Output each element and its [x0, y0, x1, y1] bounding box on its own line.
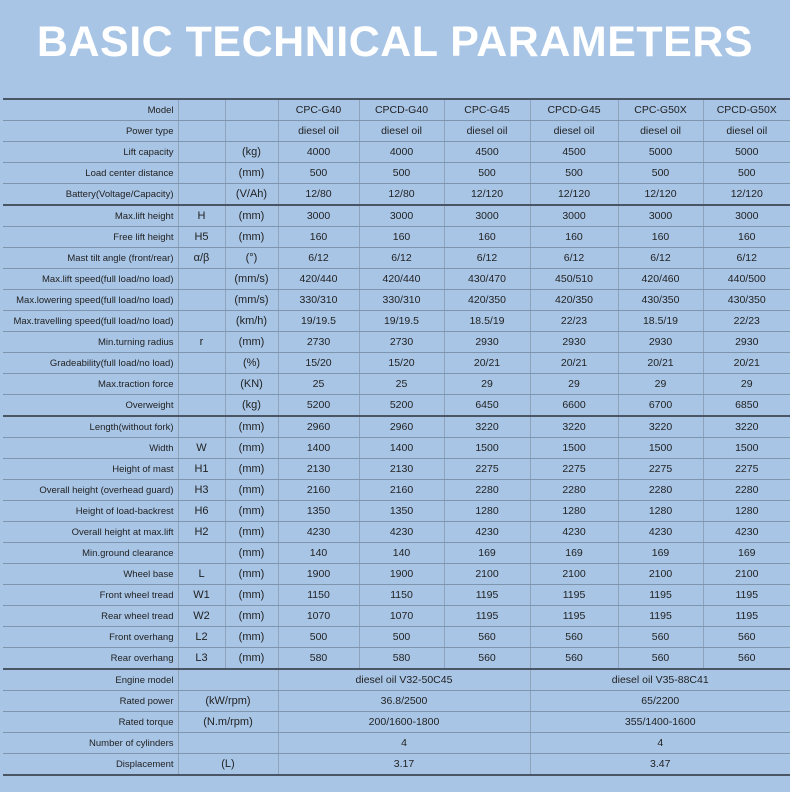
cell-value: 4500: [530, 142, 618, 163]
row-unit: [178, 669, 278, 691]
cell-value: 1280: [444, 501, 530, 522]
table-row: [3, 227, 790, 248]
cell-value: 2100: [444, 564, 530, 585]
header-row: [3, 99, 790, 121]
row-symbol: [178, 543, 225, 564]
table-row: [3, 332, 790, 353]
cell-value: 15/20: [278, 353, 359, 374]
cell-value: 430/350: [618, 290, 703, 311]
row-symbol: [178, 163, 225, 184]
cell-value: 1150: [278, 585, 359, 606]
cell-value: 19/19.5: [278, 311, 359, 332]
row-unit: (°): [225, 248, 278, 269]
cell-value: 4230: [703, 522, 790, 543]
row-unit: (mm): [225, 332, 278, 353]
cell-value: 420/440: [278, 269, 359, 290]
row-label: Front overhang: [3, 627, 178, 648]
row-symbol: H3: [178, 480, 225, 501]
cell-value: 560: [530, 648, 618, 670]
row-unit: [225, 121, 278, 142]
row-label: Mast tilt angle (front/rear): [3, 248, 178, 269]
column-header: [178, 99, 225, 121]
row-label: Displacement: [3, 754, 178, 776]
table-row: [3, 585, 790, 606]
row-symbol: [178, 311, 225, 332]
row-symbol: α/β: [178, 248, 225, 269]
cell-value: 500: [444, 163, 530, 184]
engine-value-g45-g50: 4: [530, 733, 790, 754]
table-row: [3, 142, 790, 163]
row-unit: (km/h): [225, 311, 278, 332]
cell-value: 12/80: [359, 184, 444, 206]
cell-value: 2275: [618, 459, 703, 480]
engine-row: [3, 669, 790, 691]
table-row: [3, 416, 790, 438]
cell-value: 6850: [703, 395, 790, 417]
cell-value: 2960: [278, 416, 359, 438]
cell-value: 12/120: [530, 184, 618, 206]
row-unit: (V/Ah): [225, 184, 278, 206]
cell-value: 4230: [530, 522, 618, 543]
row-unit: (mm): [225, 648, 278, 670]
cell-value: 500: [278, 627, 359, 648]
cell-value: 6/12: [278, 248, 359, 269]
cell-value: 330/310: [278, 290, 359, 311]
row-symbol: H2: [178, 522, 225, 543]
row-symbol: H6: [178, 501, 225, 522]
parameters-table: [3, 98, 790, 776]
cell-value: 3220: [530, 416, 618, 438]
row-symbol: H5: [178, 227, 225, 248]
cell-value: 3000: [278, 205, 359, 227]
column-header: CPCD-G40: [359, 99, 444, 121]
cell-value: 1195: [530, 606, 618, 627]
engine-value-g45-g50: 3.47: [530, 754, 790, 776]
cell-value: 1500: [444, 438, 530, 459]
row-label: Engine model: [3, 669, 178, 691]
cell-value: 500: [278, 163, 359, 184]
table-row: [3, 269, 790, 290]
row-unit: (kg): [225, 395, 278, 417]
row-unit: (KN): [225, 374, 278, 395]
engine-row: [3, 712, 790, 733]
row-label: Max.travelling speed(full load/no load): [3, 311, 178, 332]
row-unit: (mm): [225, 585, 278, 606]
column-header: CPC-G45: [444, 99, 530, 121]
cell-value: 5000: [703, 142, 790, 163]
cell-value: 3000: [359, 205, 444, 227]
cell-value: 1070: [278, 606, 359, 627]
cell-value: 160: [278, 227, 359, 248]
table-row: [3, 501, 790, 522]
table-row: [3, 480, 790, 501]
cell-value: 1500: [530, 438, 618, 459]
cell-value: 2130: [278, 459, 359, 480]
cell-value: 430/470: [444, 269, 530, 290]
cell-value: 12/120: [703, 184, 790, 206]
row-unit: [178, 733, 278, 754]
table-row: [3, 522, 790, 543]
cell-value: 6600: [530, 395, 618, 417]
row-unit: (kg): [225, 142, 278, 163]
row-symbol: L2: [178, 627, 225, 648]
engine-value-g40: 4: [278, 733, 530, 754]
row-label: Rear overhang: [3, 648, 178, 670]
cell-value: 1900: [278, 564, 359, 585]
cell-value: 2730: [278, 332, 359, 353]
row-label: Rated power: [3, 691, 178, 712]
cell-value: 500: [530, 163, 618, 184]
table-row: [3, 311, 790, 332]
table-row: [3, 184, 790, 206]
cell-value: 1280: [530, 501, 618, 522]
cell-value: 2280: [444, 480, 530, 501]
cell-value: 140: [278, 543, 359, 564]
cell-value: diesel oil: [278, 121, 359, 142]
row-symbol: W1: [178, 585, 225, 606]
engine-value-g45-g50: 355/1400-1600: [530, 712, 790, 733]
engine-row: [3, 691, 790, 712]
cell-value: 2275: [444, 459, 530, 480]
cell-value: 1500: [618, 438, 703, 459]
row-unit: (mm/s): [225, 269, 278, 290]
cell-value: 2130: [359, 459, 444, 480]
cell-value: 420/460: [618, 269, 703, 290]
row-label: Load center distance: [3, 163, 178, 184]
table-row: [3, 248, 790, 269]
cell-value: 450/510: [530, 269, 618, 290]
row-label: Min.ground clearance: [3, 543, 178, 564]
row-label: Max.lowering speed(full load/no load): [3, 290, 178, 311]
row-unit: (mm/s): [225, 290, 278, 311]
row-label: Front wheel tread: [3, 585, 178, 606]
row-symbol: [178, 142, 225, 163]
cell-value: 4000: [359, 142, 444, 163]
row-symbol: L3: [178, 648, 225, 670]
cell-value: 22/23: [530, 311, 618, 332]
cell-value: 560: [444, 627, 530, 648]
row-label: Max.lift speed(full load/no load): [3, 269, 178, 290]
row-unit: (mm): [225, 227, 278, 248]
row-unit: (%): [225, 353, 278, 374]
column-header: CPCD-G45: [530, 99, 618, 121]
cell-value: 500: [359, 627, 444, 648]
cell-value: 160: [359, 227, 444, 248]
table-row: [3, 374, 790, 395]
cell-value: 19/19.5: [359, 311, 444, 332]
row-label: Min.turning radius: [3, 332, 178, 353]
table-row: [3, 627, 790, 648]
row-unit: (L): [178, 754, 278, 776]
column-header: CPC-G50X: [618, 99, 703, 121]
cell-value: 580: [278, 648, 359, 670]
column-header: [225, 99, 278, 121]
cell-value: 25: [278, 374, 359, 395]
engine-row: [3, 733, 790, 754]
row-symbol: [178, 290, 225, 311]
cell-value: 420/350: [444, 290, 530, 311]
row-symbol: H: [178, 205, 225, 227]
cell-value: 1195: [618, 585, 703, 606]
table-row: [3, 290, 790, 311]
cell-value: 1900: [359, 564, 444, 585]
cell-value: 1195: [444, 606, 530, 627]
cell-value: 560: [444, 648, 530, 670]
row-label: Length(without fork): [3, 416, 178, 438]
row-unit: (mm): [225, 501, 278, 522]
cell-value: 2100: [703, 564, 790, 585]
table-row: [3, 606, 790, 627]
row-unit: (mm): [225, 459, 278, 480]
cell-value: 6/12: [703, 248, 790, 269]
cell-value: 20/21: [703, 353, 790, 374]
row-symbol: H1: [178, 459, 225, 480]
engine-value-g40: diesel oil V32-50C45: [278, 669, 530, 691]
cell-value: 29: [530, 374, 618, 395]
cell-value: 169: [530, 543, 618, 564]
cell-value: 2730: [359, 332, 444, 353]
cell-value: 2930: [703, 332, 790, 353]
cell-value: 1350: [278, 501, 359, 522]
row-unit: (mm): [225, 522, 278, 543]
cell-value: 1400: [359, 438, 444, 459]
engine-value-g45-g50: 65/2200: [530, 691, 790, 712]
row-symbol: [178, 374, 225, 395]
cell-value: 4000: [278, 142, 359, 163]
cell-value: 2100: [618, 564, 703, 585]
row-symbol: [178, 416, 225, 438]
cell-value: 2930: [530, 332, 618, 353]
cell-value: 3000: [703, 205, 790, 227]
cell-value: 430/350: [703, 290, 790, 311]
cell-value: 560: [618, 648, 703, 670]
row-unit: (mm): [225, 627, 278, 648]
cell-value: 1195: [703, 606, 790, 627]
cell-value: 169: [703, 543, 790, 564]
cell-value: 2280: [703, 480, 790, 501]
table-row: [3, 353, 790, 374]
row-label: Wheel base: [3, 564, 178, 585]
row-label: Overall height at max.lift: [3, 522, 178, 543]
row-symbol: L: [178, 564, 225, 585]
cell-value: 5200: [359, 395, 444, 417]
row-unit: (kW/rpm): [178, 691, 278, 712]
cell-value: 29: [618, 374, 703, 395]
cell-value: 500: [703, 163, 790, 184]
row-symbol: W2: [178, 606, 225, 627]
row-unit: (N.m/rpm): [178, 712, 278, 733]
row-unit: (mm): [225, 205, 278, 227]
engine-value-g45-g50: diesel oil V35-88C41: [530, 669, 790, 691]
row-label: Overweight: [3, 395, 178, 417]
cell-value: 12/120: [618, 184, 703, 206]
cell-value: 3000: [530, 205, 618, 227]
row-label: Overall height (overhead guard): [3, 480, 178, 501]
page-title: BASIC TECHNICAL PARAMETERS: [36, 18, 754, 66]
row-label: Free lift height: [3, 227, 178, 248]
table-row: [3, 121, 790, 142]
row-unit: (mm): [225, 564, 278, 585]
cell-value: diesel oil: [703, 121, 790, 142]
cell-value: 3000: [618, 205, 703, 227]
cell-value: 6/12: [444, 248, 530, 269]
row-unit: (mm): [225, 480, 278, 501]
table-row: [3, 543, 790, 564]
column-header: CPC-G40: [278, 99, 359, 121]
row-label: Rear wheel tread: [3, 606, 178, 627]
cell-value: 560: [618, 627, 703, 648]
cell-value: 2160: [359, 480, 444, 501]
row-unit: (mm): [225, 163, 278, 184]
table-row: [3, 564, 790, 585]
cell-value: 160: [618, 227, 703, 248]
cell-value: diesel oil: [444, 121, 530, 142]
row-label: Battery(Voltage/Capacity): [3, 184, 178, 206]
cell-value: 2275: [530, 459, 618, 480]
cell-value: 2275: [703, 459, 790, 480]
row-label: Number of cylinders: [3, 733, 178, 754]
cell-value: 20/21: [618, 353, 703, 374]
cell-value: 1150: [359, 585, 444, 606]
cell-value: 560: [530, 627, 618, 648]
cell-value: 420/350: [530, 290, 618, 311]
cell-value: 1195: [530, 585, 618, 606]
cell-value: 500: [618, 163, 703, 184]
table-row: [3, 205, 790, 227]
table-row: [3, 395, 790, 417]
cell-value: 2100: [530, 564, 618, 585]
cell-value: 1280: [618, 501, 703, 522]
cell-value: 18.5/19: [444, 311, 530, 332]
cell-value: 2280: [618, 480, 703, 501]
cell-value: 3000: [444, 205, 530, 227]
row-symbol: W: [178, 438, 225, 459]
cell-value: 1280: [703, 501, 790, 522]
cell-value: 22/23: [703, 311, 790, 332]
cell-value: 3220: [703, 416, 790, 438]
cell-value: 560: [703, 648, 790, 670]
cell-value: 6450: [444, 395, 530, 417]
engine-value-g40: 3.17: [278, 754, 530, 776]
cell-value: 420/440: [359, 269, 444, 290]
cell-value: 15/20: [359, 353, 444, 374]
cell-value: 169: [618, 543, 703, 564]
cell-value: 6700: [618, 395, 703, 417]
cell-value: 3220: [444, 416, 530, 438]
cell-value: 160: [703, 227, 790, 248]
cell-value: 560: [703, 627, 790, 648]
cell-value: 1070: [359, 606, 444, 627]
cell-value: 12/80: [278, 184, 359, 206]
cell-value: 2280: [530, 480, 618, 501]
engine-value-g40: 200/1600-1800: [278, 712, 530, 733]
row-unit: (mm): [225, 543, 278, 564]
row-symbol: [178, 121, 225, 142]
cell-value: 1195: [618, 606, 703, 627]
row-label: Max.traction force: [3, 374, 178, 395]
cell-value: 2930: [444, 332, 530, 353]
row-label: Width: [3, 438, 178, 459]
row-unit: (mm): [225, 416, 278, 438]
cell-value: 160: [444, 227, 530, 248]
table-row: [3, 163, 790, 184]
cell-value: 4230: [618, 522, 703, 543]
table-row: [3, 648, 790, 670]
cell-value: 4230: [444, 522, 530, 543]
table-row: [3, 438, 790, 459]
row-label: Height of mast: [3, 459, 178, 480]
cell-value: 169: [444, 543, 530, 564]
cell-value: 140: [359, 543, 444, 564]
cell-value: 160: [530, 227, 618, 248]
table-row: [3, 459, 790, 480]
cell-value: 1350: [359, 501, 444, 522]
cell-value: 25: [359, 374, 444, 395]
cell-value: 3220: [618, 416, 703, 438]
cell-value: 2930: [618, 332, 703, 353]
cell-value: 20/21: [530, 353, 618, 374]
cell-value: 1400: [278, 438, 359, 459]
cell-value: 18.5/19: [618, 311, 703, 332]
row-unit: (mm): [225, 606, 278, 627]
cell-value: 4500: [444, 142, 530, 163]
cell-value: 4230: [359, 522, 444, 543]
cell-value: 440/500: [703, 269, 790, 290]
cell-value: 1195: [703, 585, 790, 606]
row-symbol: [178, 184, 225, 206]
cell-value: 5200: [278, 395, 359, 417]
cell-value: 580: [359, 648, 444, 670]
cell-value: 1195: [444, 585, 530, 606]
row-symbol: [178, 395, 225, 417]
column-header: CPCD-G50X: [703, 99, 790, 121]
cell-value: 4230: [278, 522, 359, 543]
row-label: Rated torque: [3, 712, 178, 733]
cell-value: 2160: [278, 480, 359, 501]
cell-value: 29: [444, 374, 530, 395]
row-symbol: r: [178, 332, 225, 353]
cell-value: 500: [359, 163, 444, 184]
row-unit: (mm): [225, 438, 278, 459]
cell-value: 6/12: [359, 248, 444, 269]
column-header-label: Model: [3, 99, 178, 121]
row-label: Gradeability(full load/no load): [3, 353, 178, 374]
cell-value: 2960: [359, 416, 444, 438]
cell-value: 330/310: [359, 290, 444, 311]
row-label: Power type: [3, 121, 178, 142]
engine-value-g40: 36.8/2500: [278, 691, 530, 712]
cell-value: 6/12: [618, 248, 703, 269]
cell-value: diesel oil: [530, 121, 618, 142]
cell-value: 20/21: [444, 353, 530, 374]
row-symbol: [178, 269, 225, 290]
cell-value: 6/12: [530, 248, 618, 269]
cell-value: 29: [703, 374, 790, 395]
row-symbol: [178, 353, 225, 374]
cell-value: 1500: [703, 438, 790, 459]
cell-value: 12/120: [444, 184, 530, 206]
engine-row: [3, 754, 790, 776]
cell-value: diesel oil: [618, 121, 703, 142]
row-label: Max.lift height: [3, 205, 178, 227]
row-label: Height of load-backrest: [3, 501, 178, 522]
row-label: Lift capacity: [3, 142, 178, 163]
cell-value: 5000: [618, 142, 703, 163]
cell-value: diesel oil: [359, 121, 444, 142]
